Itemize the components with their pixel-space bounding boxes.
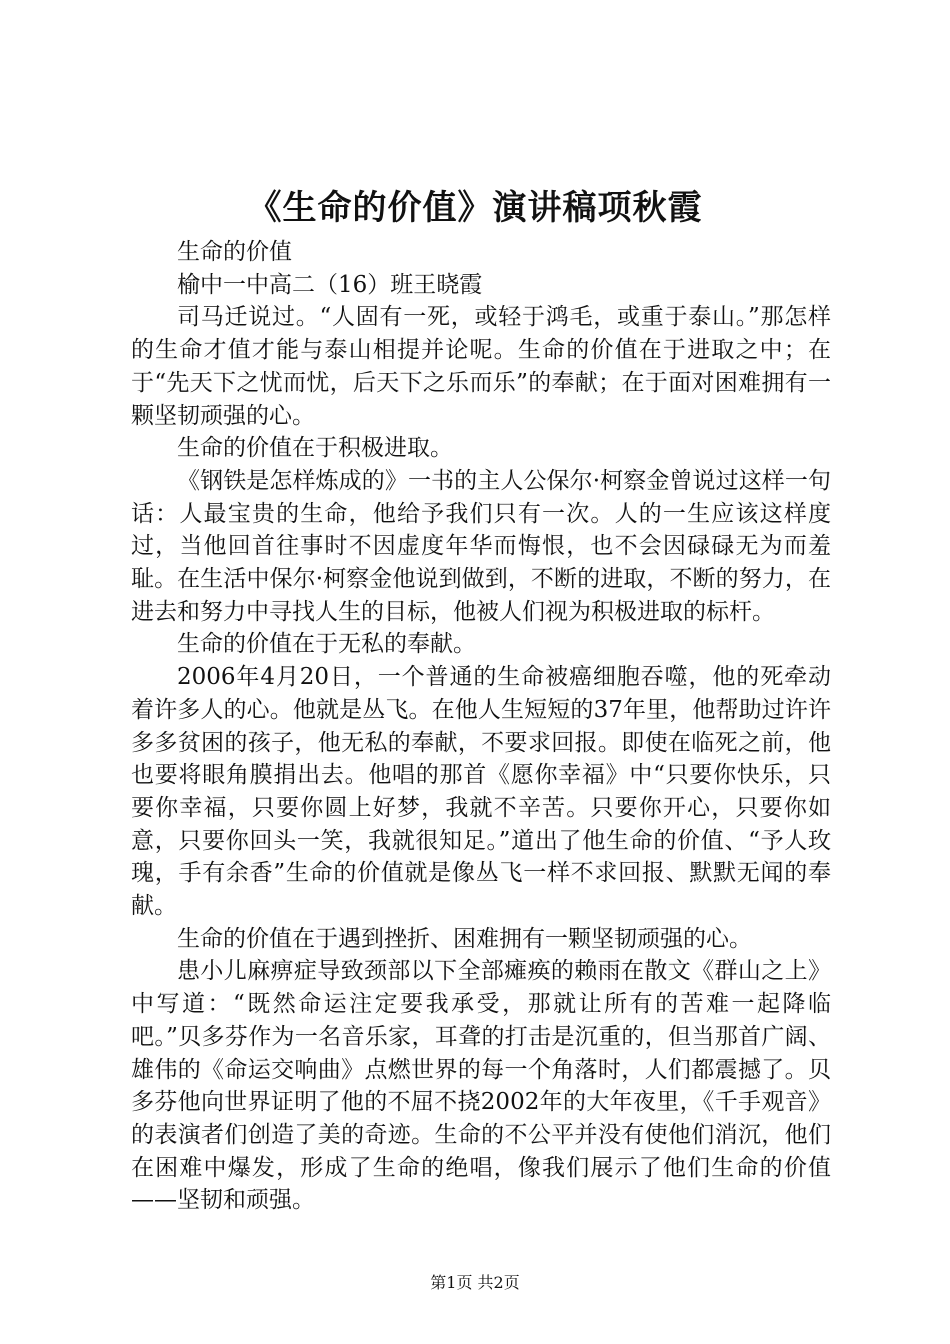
section-point: 生命的价值在于无私的奉献。 [177,631,476,658]
speech-heading: 生命的价值 [177,239,292,265]
section-point: 生命的价值在于遇到挫折、困难拥有一颗坚韧顽强的心。 [177,925,752,952]
page-number: 第1页 共2页 [430,1273,520,1292]
section-point: 生命的价值在于积极进取。 [177,435,453,462]
body-paragraph: 2006年4月20日，一个普通的生命被癌细胞吞噬，他的死牵动着许多人的心。他就是丛飞。在他人生短短的37年里，他帮助过许许多多贫困的孩子，他无私的奉献，不要求回报。即使在临死之前，他也要将眼角膜捐出去。他唱的那首《愿你幸福》中“只要你快乐，只要你幸福，只要你圆上好梦，我就不辛苦。只要你开心，只要你如意，只要你回头一笑，我就很知足。”道出了他生命的价值、“予人玫瑰，手有余香”生命的价值就是像丛飞一样不求回报、默默无闻的奉献。 [131,664,831,920]
body-paragraph: 《钢铁是怎样炼成的》一书的主人公保尔·柯察金曾说过这样一句话：人最宝贵的生命，他给予我们只有一次。人的一生应该这样度过，当他回首往事时不因虚度年华而悔恨，也不会因碌碌无为而羞耻。在生活中保尔·柯察金他说到做到，不断的进取，不断的努力，在进去和努力中寻找人生的目标，他被人们视为积极进取的标杆。 [131,467,831,625]
body-paragraph: 患小儿麻痹症导致颈部以下全部瘫痪的赖雨在散文《群山之上》中写道：“既然命运注定要我承受，那就让所有的苦难一起降临吧。”贝多芬作为一名音乐家，耳聋的打击是沉重的，但当那首广阔、雄伟的《命运交响曲》点燃世界的每一个角落时，人们都震撼了。贝多芬他向世界证明了他的不屈不挠2002年的大年夜里，《千手观音》的表演者们创造了美的奇迹。生命的不公平并没有使他们消沉，他们在困难中爆发，形成了生命的绝唱，像我们展示了他们生命的价值——坚韧和顽强。 [131,958,831,1214]
author-line: 榆中一中高二（16）班王晓霞 [177,271,483,298]
document-body [131,236,831,1217]
document-title: 《生命的价值》演讲稿项秋霞 [247,188,703,228]
body-paragraph: 司马迁说过。“人固有一死，或轻于鸿毛，或重于泰山。”那怎样的生命才值才能与泰山相提并论呢。生命的价值在于进取之中；在于“先天下之忧而忧，后天下之乐而乐”的奉献；在于面对困难拥有一颗坚韧顽强的心。 [131,304,831,429]
